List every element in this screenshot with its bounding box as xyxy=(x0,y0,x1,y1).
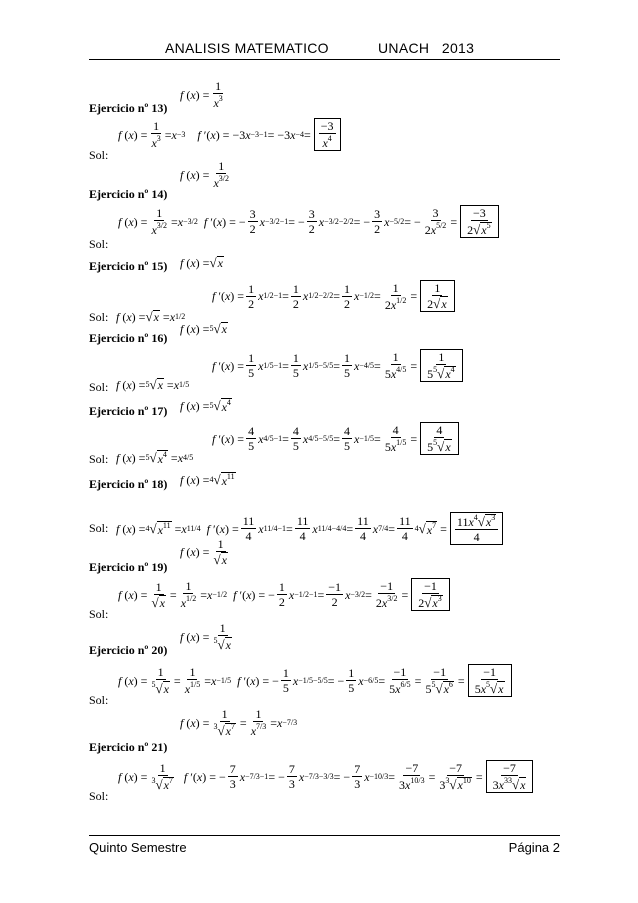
ex15-function: f ( x ) = √ x xyxy=(180,255,223,270)
ex20-label: Ejercicio nº 20) xyxy=(89,643,168,657)
ex19-solution: f ( x ) = 1 √x = 1 $x^{1/2}$ = x −1/2 f ′( x ) = − 1 2 x −1/2−1 = −1 2 x −3/2 = −1 $2x^{3/2}$ = −1 $2√x^3$ xyxy=(118,578,450,611)
ex20-function: f ( x ) = 1 $^5$√x xyxy=(180,621,231,652)
ex21-function: f ( x ) = 1 $^3√x^7$ = 1 $x^{7/3}$ = x −7/3 xyxy=(180,707,298,738)
ex13-sol-label: Sol: xyxy=(89,148,109,162)
ex19-function: f ( x ) = 1 √x xyxy=(180,537,227,567)
ex14-label: Ejercicio nº 14) xyxy=(89,187,168,201)
ex15-label: Ejercicio nº 15) xyxy=(89,259,168,273)
ex17-sol-label: Sol: xyxy=(89,452,109,466)
ex14-solution: f ( x ) = 1 $x^{3/2}$ = x −3/2 f ′( x ) = − 3 2 x −3/2−1 = − 3 2 x −3/2−2/2 = − 3 2 x −5/2 = − 3 $2x^{5/2}$ = −3 $2√x^5$ xyxy=(118,205,499,238)
ex13-function: f ( x ) = 1 $x^3$ xyxy=(180,79,223,110)
ex18-solution: f ( x ) = 4 √ $x^{11}$ = x 11/4 f ′( x ) = 11 4 x 11/4−1 = 11 4 x 11/4−4/4 = 11 4 x 7/4 = 11 4 4 √ $x^7$ = $11x^4√x^3$ 4 xyxy=(116,512,503,545)
ex17-function: f ( x ) = 5 √ $x^4$ xyxy=(180,398,231,414)
header-divider xyxy=(89,59,560,60)
ex16-function: f ( x ) = 5 √ x xyxy=(180,321,227,336)
ex16-derivative: f ′( x ) = 1 5 x 1/5−1 = 1 5 x 1/5−5/5 = 1 5 x −4/5 = 1 $5x^{4/5}$ = 1 $5^5√x^4$ xyxy=(212,349,463,382)
ex17-label: Ejercicio nº 17) xyxy=(89,404,168,418)
ex13-solution: f ( x ) = 1 $x^3$ = x −3 f ′( x ) = −3 x −3−1 = −3 x −4 = −3 $x^4$ xyxy=(118,118,341,151)
ex13-label: Ejercicio nº 13) xyxy=(89,101,168,115)
ex18-sol-label: Sol: xyxy=(89,521,109,535)
ex16-label: Ejercicio nº 16) xyxy=(89,331,168,345)
ex20-sol-label: Sol: xyxy=(89,693,109,707)
footer-divider xyxy=(89,835,560,836)
ex17-solution: f ( x ) = 5 √ $x^4$ = x 4/5 xyxy=(116,450,194,466)
ex15-solution: f ( x ) = √ x = x 1/2 xyxy=(116,309,186,324)
ex16-sol-label: Sol: xyxy=(89,380,109,394)
ex14-function: f ( x ) = 1 $x^{3/2}$ xyxy=(180,159,229,190)
ex19-label: Ejercicio nº 19) xyxy=(89,560,168,574)
ex18-function: f ( x ) = 4 √ $x^{11}$ xyxy=(180,472,235,488)
ex20-solution: f ( x ) = 1 $^5$√x = 1 $x^{1/5}$ = x −1/5 f ′( x ) = − 1 5 x −1/5−5/5 = − 1 5 x −6/5 = −1 $5x^{6/5}$ = −1 $5^5√x^6$ = −1 $5x^5√x$ xyxy=(118,664,512,697)
footer-page-number: Página 2 xyxy=(508,840,560,855)
ex21-sol-label: Sol: xyxy=(89,789,109,803)
ex19-sol-label: Sol: xyxy=(89,607,109,621)
ex17-derivative: f ′( x ) = 4 5 x 4/5−1 = 4 5 x 4/5−5/5 = 4 5 x −1/5 = 4 $5x^{1/5}$ = 4 $5^5√x$ xyxy=(212,422,459,455)
header-institution-year: UNACH 2013 xyxy=(378,40,475,56)
ex15-sol-label: Sol: xyxy=(89,310,109,324)
ex18-label: Ejercicio nº 18) xyxy=(89,477,168,491)
header-title: ANALISIS MATEMATICO xyxy=(165,40,329,56)
ex14-sol-label: Sol: xyxy=(89,237,109,251)
ex15-derivative: f ′( x ) = 1 2 x 1/2−1 = 1 2 x 1/2−2/2 = 1 2 x −1/2 = 1 $2x^{1/2}$ = 1 2√x xyxy=(212,280,455,312)
ex21-solution: f ( x ) = 1 $^3√x^7$ f ′( x ) = − 7 3 x −7/3−1 = − 7 3 x −7/3−3/3 = − 7 3 x −10/3 = −7 $3x^{10/3}$ = −7 $3^3√x^{10}$ = −7 $3x^{33}√x$ xyxy=(118,760,533,793)
ex21-label: Ejercicio nº 21) xyxy=(89,740,168,754)
footer-semester: Quinto Semestre xyxy=(89,840,187,855)
ex16-solution: f ( x ) = 5 √ x = x 1/5 xyxy=(116,377,190,392)
